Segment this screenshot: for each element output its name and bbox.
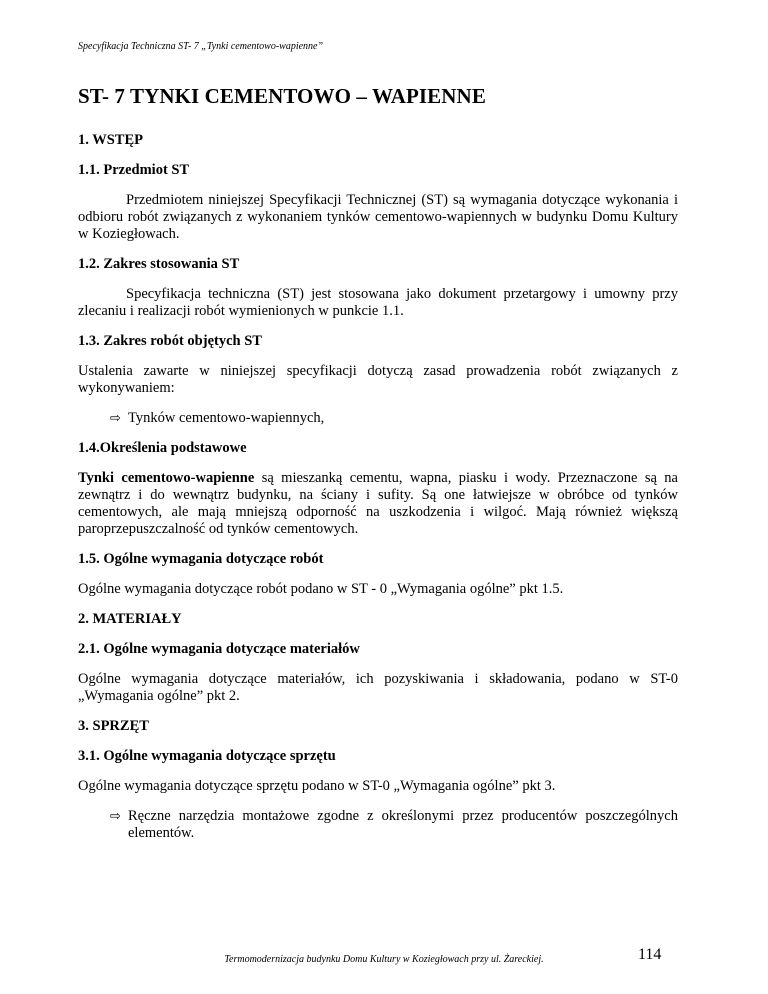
section-heading-1-5: 1.5. Ogólne wymagania dotyczące robót [78,551,324,567]
section-heading-1-4: 1.4.Określenia podstawowe [78,440,247,456]
section-heading-2: 2. MATERIAŁY [78,611,182,627]
page-number: 114 [638,946,662,963]
page-header: Specyfikacja Techniczna ST- 7 „Tynki cementowo-wapienne” [78,41,324,52]
section-text-2-1: Ogólne wymagania dotyczące materiałów, ich pozyskiwania i składowania, podano w ST-0 „Wymagania ogólne” pkt 2. [78,671,678,704]
section-heading-1: 1. WSTĘP [78,132,144,148]
section-heading-3-1: 3.1. Ogólne wymagania dotyczące sprzętu [78,748,336,764]
section-heading-1-2: 1.2. Zakres stosowania ST [78,256,240,272]
section-heading-3: 3. SPRZĘT [78,718,149,734]
definition-text: są mieszanką cementu, wapna, piasku i wody. Przeznaczone są na zewnątrz i do wewnątrz budynku, na ściany i sufity. Są one łatwiejsze w obróbce od tynków cementowych, ale mają mniejszą odporność na uszkodzenia i wilgoć. Mają również większą paroprzepuszczalność od tynków cementowych. [78,470,678,537]
section-text-1-3: Ustalenia zawarte w niniejszej specyfikacji dotyczą zasad prowadzenia robót związanych z wykonywaniem: [78,363,678,396]
section-text-1-5: Ogólne wymagania dotyczące robót podano w ST - 0 „Wymagania ogólne” pkt 1.5. [78,581,564,597]
section-text-3-1: Ogólne wymagania dotyczące sprzętu podano w ST-0 „Wymagania ogólne” pkt 3. [78,778,556,794]
section-text-1-1: Przedmiotem niniejszej Specyfikacji Technicznej (ST) są wymagania dotyczące wykonania i odbioru robót związanych z wykonaniem tynków cementowo-wapiennych w budynku Domu Kultury w Koziegłowach. [78,192,678,242]
bullet-text: Ręczne narzędzia montażowe zgodne z określonymi przez producentów poszczególnych elementów. [128,808,678,841]
page-footer: Termomodernizacja budynku Domu Kultury w Koziegłowach przy ul. Żareckiej. [224,954,544,965]
hollow-right-arrow-icon: ⇨ [110,809,121,824]
section-heading-2-1: 2.1. Ogólne wymagania dotyczące materiałów [78,641,360,657]
bullet-text: Tynków cementowo-wapiennych, [128,410,325,426]
bullet-item [110,808,678,842]
document-body [78,132,678,842]
section-text-1-2: Specyfikacja techniczna (ST) jest stosowana jako dokument przetargowy i umowny przy zlecaniu i realizacji robót wymienionych w punkcie 1.1. [78,286,678,319]
hollow-right-arrow-icon: ⇨ [110,411,121,426]
section-heading-1-3: 1.3. Zakres robót objętych ST [78,333,262,349]
definition-term: Tynki cementowo-wapienne [78,470,255,486]
page-title: ST- 7 TYNKI CEMENTOWO – WAPIENNE [78,84,486,108]
section-text-1-4 [78,470,678,538]
bullet-item [110,410,678,427]
section-heading-1-1: 1.1. Przedmiot ST [78,162,190,178]
